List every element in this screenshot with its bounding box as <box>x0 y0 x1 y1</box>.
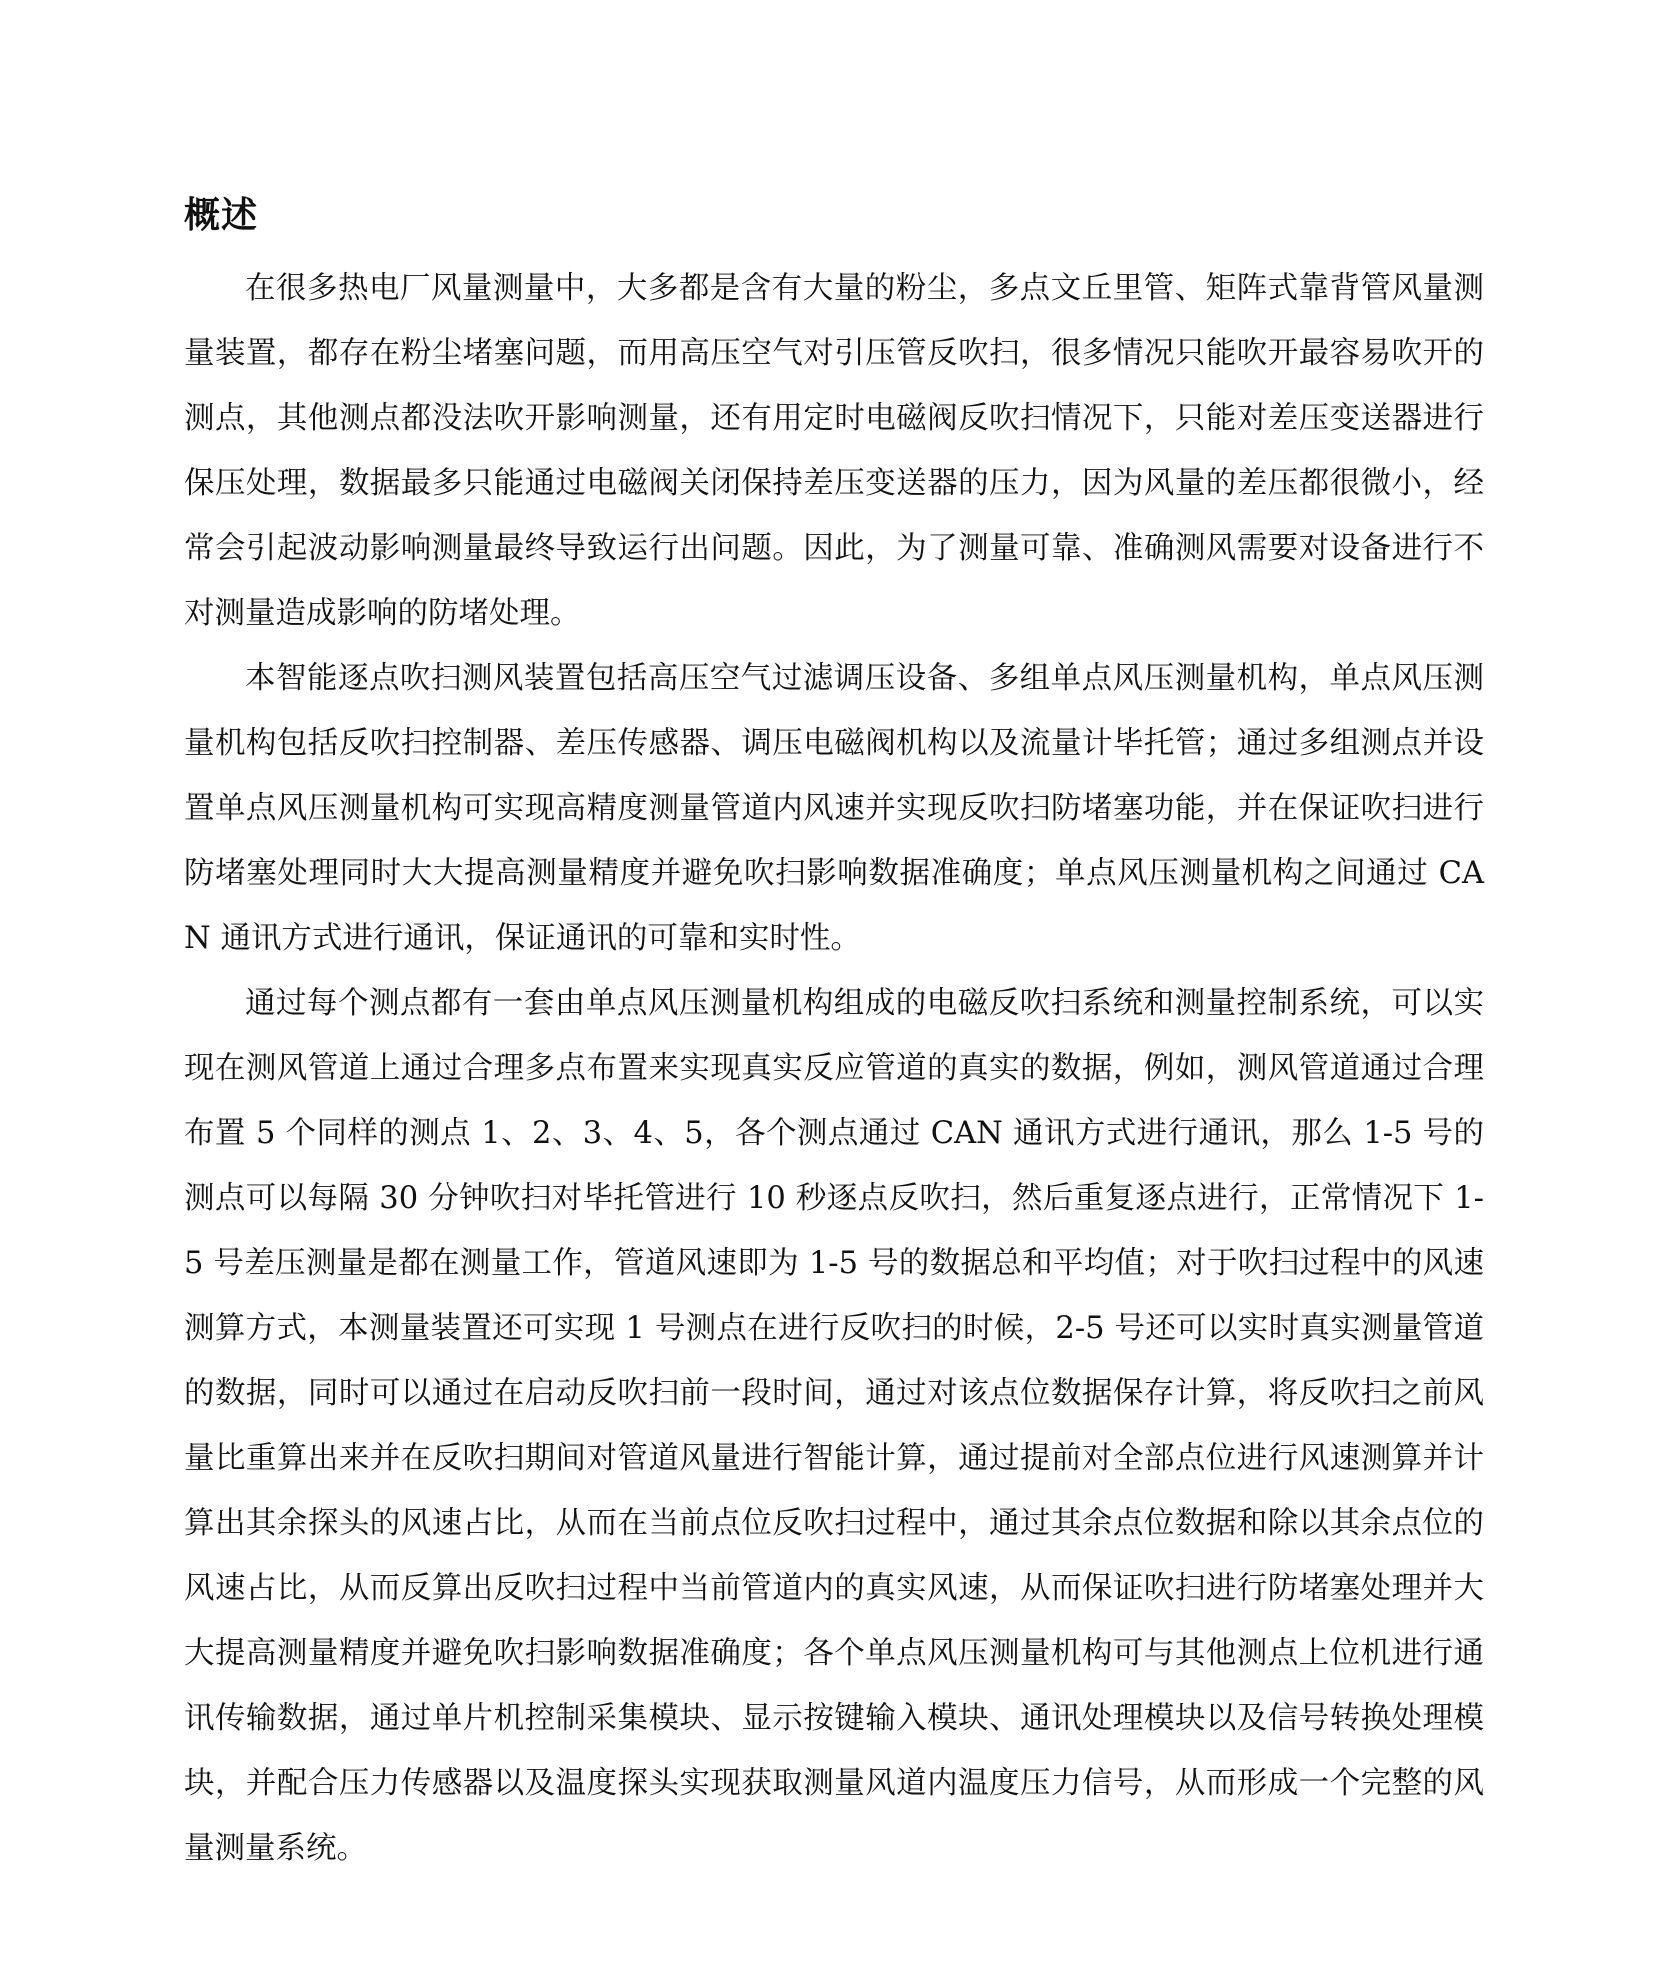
document-body <box>184 190 1484 1881</box>
paragraph-3: 通过每个测点都有一套由单点风压测量机构组成的电磁反吹扫系统和测量控制系统，可以实现在测风管道上通过合理多点布置来实现真实反应管道的真实的数据，例如，测风管道通过合理布置 5 个同样的测点 1、2、3、4、5，各个测点通过 CAN 通讯方式进行通讯，那么 1-5 号的测点可以每隔 30 分钟吹扫对毕托管进行 10 秒逐点反吹扫，然后重复逐点进行，正常情况下 1-5 号差压测量是都在测量工作，管道风速即为 1-5 号的数据总和平均值；对于吹扫过程中的风速测算方式，本测量装置还可实现 1 号测点在进行反吹扫的时候，2-5 号还可以实时真实测量管道的数据，同时可以通过在启动反吹扫前一段时间，通过对该点位数据保存计算，将反吹扫之前风量比重算出来并在反吹扫期间对管道风量进行智能计算，通过提前对全部点位进行风速测算并计算出其余探头的风速占比，从而在当前点位反吹扫过程中，通过其余点位数据和除以其余点位的风速占比，从而反算出反吹扫过程中当前管道内的真实风速，从而保证吹扫进行防堵塞处理并大大提高测量精度并避免吹扫影响数据准确度；各个单点风压测量机构可与其他测点上位机进行通讯传输数据，通过单片机控制采集模块、显示按键输入模块、通讯处理模块以及信号转换处理模块，并配合压力传感器以及温度探头实现获取测量风道内温度压力信号，从而形成一个完整的风量测量系统。 <box>184 986 1484 1866</box>
section-heading: 概述 <box>184 195 259 236</box>
paragraph-1: 在很多热电厂风量测量中，大多都是含有大量的粉尘，多点文丘里管、矩阵式靠背管风量测量装置，都存在粉尘堵塞问题，而用高压空气对引压管反吹扫，很多情况只能吹开最容易吹开的测点，其他测点都没法吹开影响测量，还有用定时电磁阀反吹扫情况下，只能对差压变送器进行保压处理，数据最多只能通过电磁阀关闭保持差压变送器的压力，因为风量的差压都很微小，经常会引起波动影响测量最终导致运行出问题。因此，为了测量可靠、准确测风需要对设备进行不对测量造成影响的防堵处理。 <box>184 271 1484 631</box>
paragraph-2: 本智能逐点吹扫测风装置包括高压空气过滤调压设备、多组单点风压测量机构，单点风压测量机构包括反吹扫控制器、差压传感器、调压电磁阀机构以及流量计毕托管；通过多组测点并设置单点风压测量机构可实现高精度测量管道内风速并实现反吹扫防堵塞功能，并在保证吹扫进行防堵塞处理同时大大提高测量精度并避免吹扫影响数据准确度；单点风压测量机构之间通过 CAN 通讯方式进行通讯，保证通讯的可靠和实时性。 <box>184 661 1484 956</box>
